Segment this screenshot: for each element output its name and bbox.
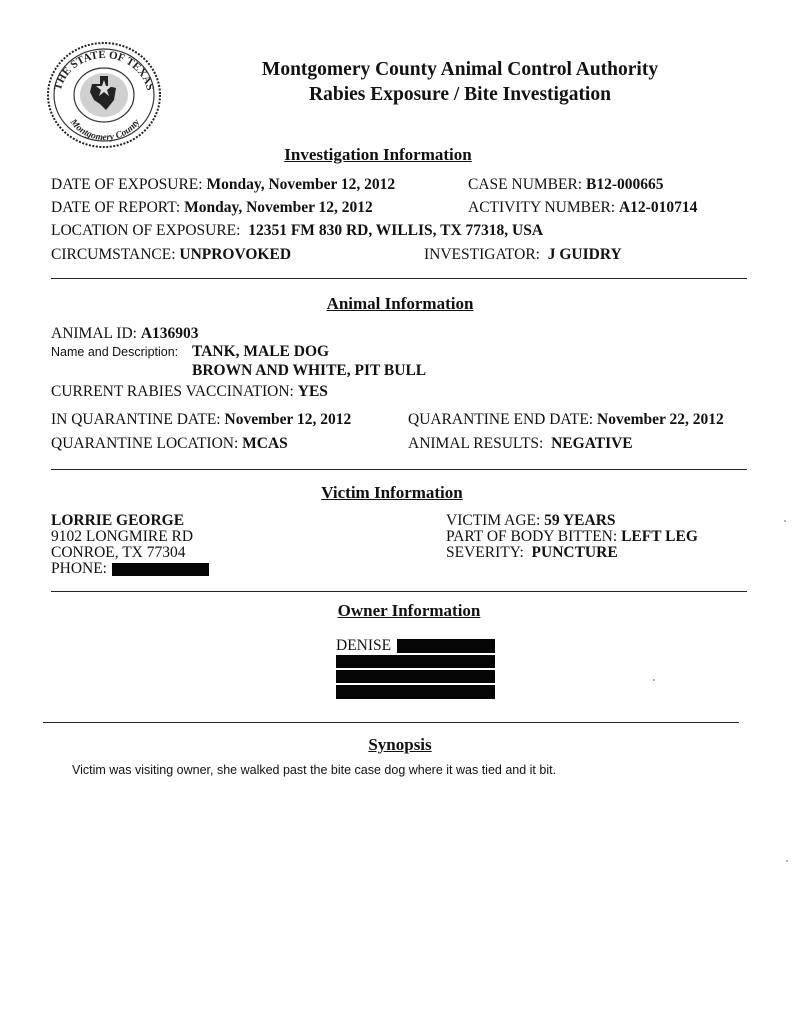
victim-address-line2: CONROE, TX 77304: [51, 544, 186, 561]
section-divider: [51, 278, 747, 279]
form-title: Rabies Exposure / Bite Investigation: [309, 84, 611, 105]
redaction-bar: [336, 655, 495, 668]
owner-first-name: DENISE: [336, 637, 392, 654]
redaction-bar: [336, 670, 495, 683]
synopsis-text: Victim was visiting owner, she walked past the bite case dog where it was tied and it bit.: [72, 763, 557, 777]
victim-phone-label: PHONE:: [51, 560, 107, 577]
investigator: INVESTIGATOR: J GUIDRY: [424, 246, 622, 263]
victim-section-title: Victim Information: [321, 483, 463, 502]
investigation-section-title: Investigation Information: [284, 145, 472, 164]
svg-text:THE STATE OF TEXAS: THE STATE OF TEXAS: [51, 48, 157, 92]
redaction-bar: [112, 563, 209, 576]
section-divider: [51, 591, 747, 592]
victim-address-line1: 9102 LONGMIRE RD: [51, 528, 194, 545]
victim-name: LORRIE GEORGE: [51, 512, 185, 529]
activity-number: ACTIVITY NUMBER: A12-010714: [468, 199, 698, 216]
location-of-exposure: LOCATION OF EXPOSURE: 12351 FM 830 RD, WILLIS, TX 77318, USA: [51, 222, 544, 239]
quarantine-date: IN QUARANTINE DATE: November 12, 2012: [51, 411, 352, 428]
animal-results: ANIMAL RESULTS: NEGATIVE: [408, 435, 633, 452]
rabies-vaccination: CURRENT RABIES VACCINATION: YES: [51, 383, 328, 400]
victim-age: VICTIM AGE: 59 YEARS: [446, 512, 616, 529]
circumstance: CIRCUMSTANCE: UNPROVOKED: [51, 246, 292, 263]
redaction-bar: [397, 639, 495, 653]
animal-section-title: Animal Information: [326, 294, 474, 313]
section-divider: [43, 722, 739, 723]
svg-text:Montgomery County: Montgomery County: [67, 117, 143, 144]
date-of-report: DATE OF REPORT: Monday, November 12, 2012: [51, 199, 373, 216]
part-of-body-bitten: PART OF BODY BITTEN: LEFT LEG: [446, 528, 698, 545]
quarantine-location: QUARANTINE LOCATION: MCAS: [51, 435, 288, 452]
date-of-exposure: DATE OF EXPOSURE: Monday, November 12, 2012: [51, 176, 396, 193]
redaction-bar: [336, 685, 495, 699]
animal-description-line2: BROWN AND WHITE, PIT BULL: [192, 362, 427, 379]
agency-title: Montgomery County Animal Control Authority: [261, 59, 659, 80]
animal-name-description: Name and Description: TANK, MALE DOG: [51, 343, 330, 360]
owner-section-title: Owner Information: [337, 601, 481, 620]
animal-id: ANIMAL ID: A136903: [51, 325, 199, 342]
case-number: CASE NUMBER: B12-000665: [468, 176, 664, 193]
county-seal-logo: [44, 40, 164, 150]
synopsis-section-title: Synopsis: [368, 735, 432, 754]
quarantine-end-date: QUARANTINE END DATE: November 22, 2012: [408, 411, 724, 428]
severity: SEVERITY: PUNCTURE: [446, 544, 618, 561]
section-divider: [51, 469, 747, 470]
